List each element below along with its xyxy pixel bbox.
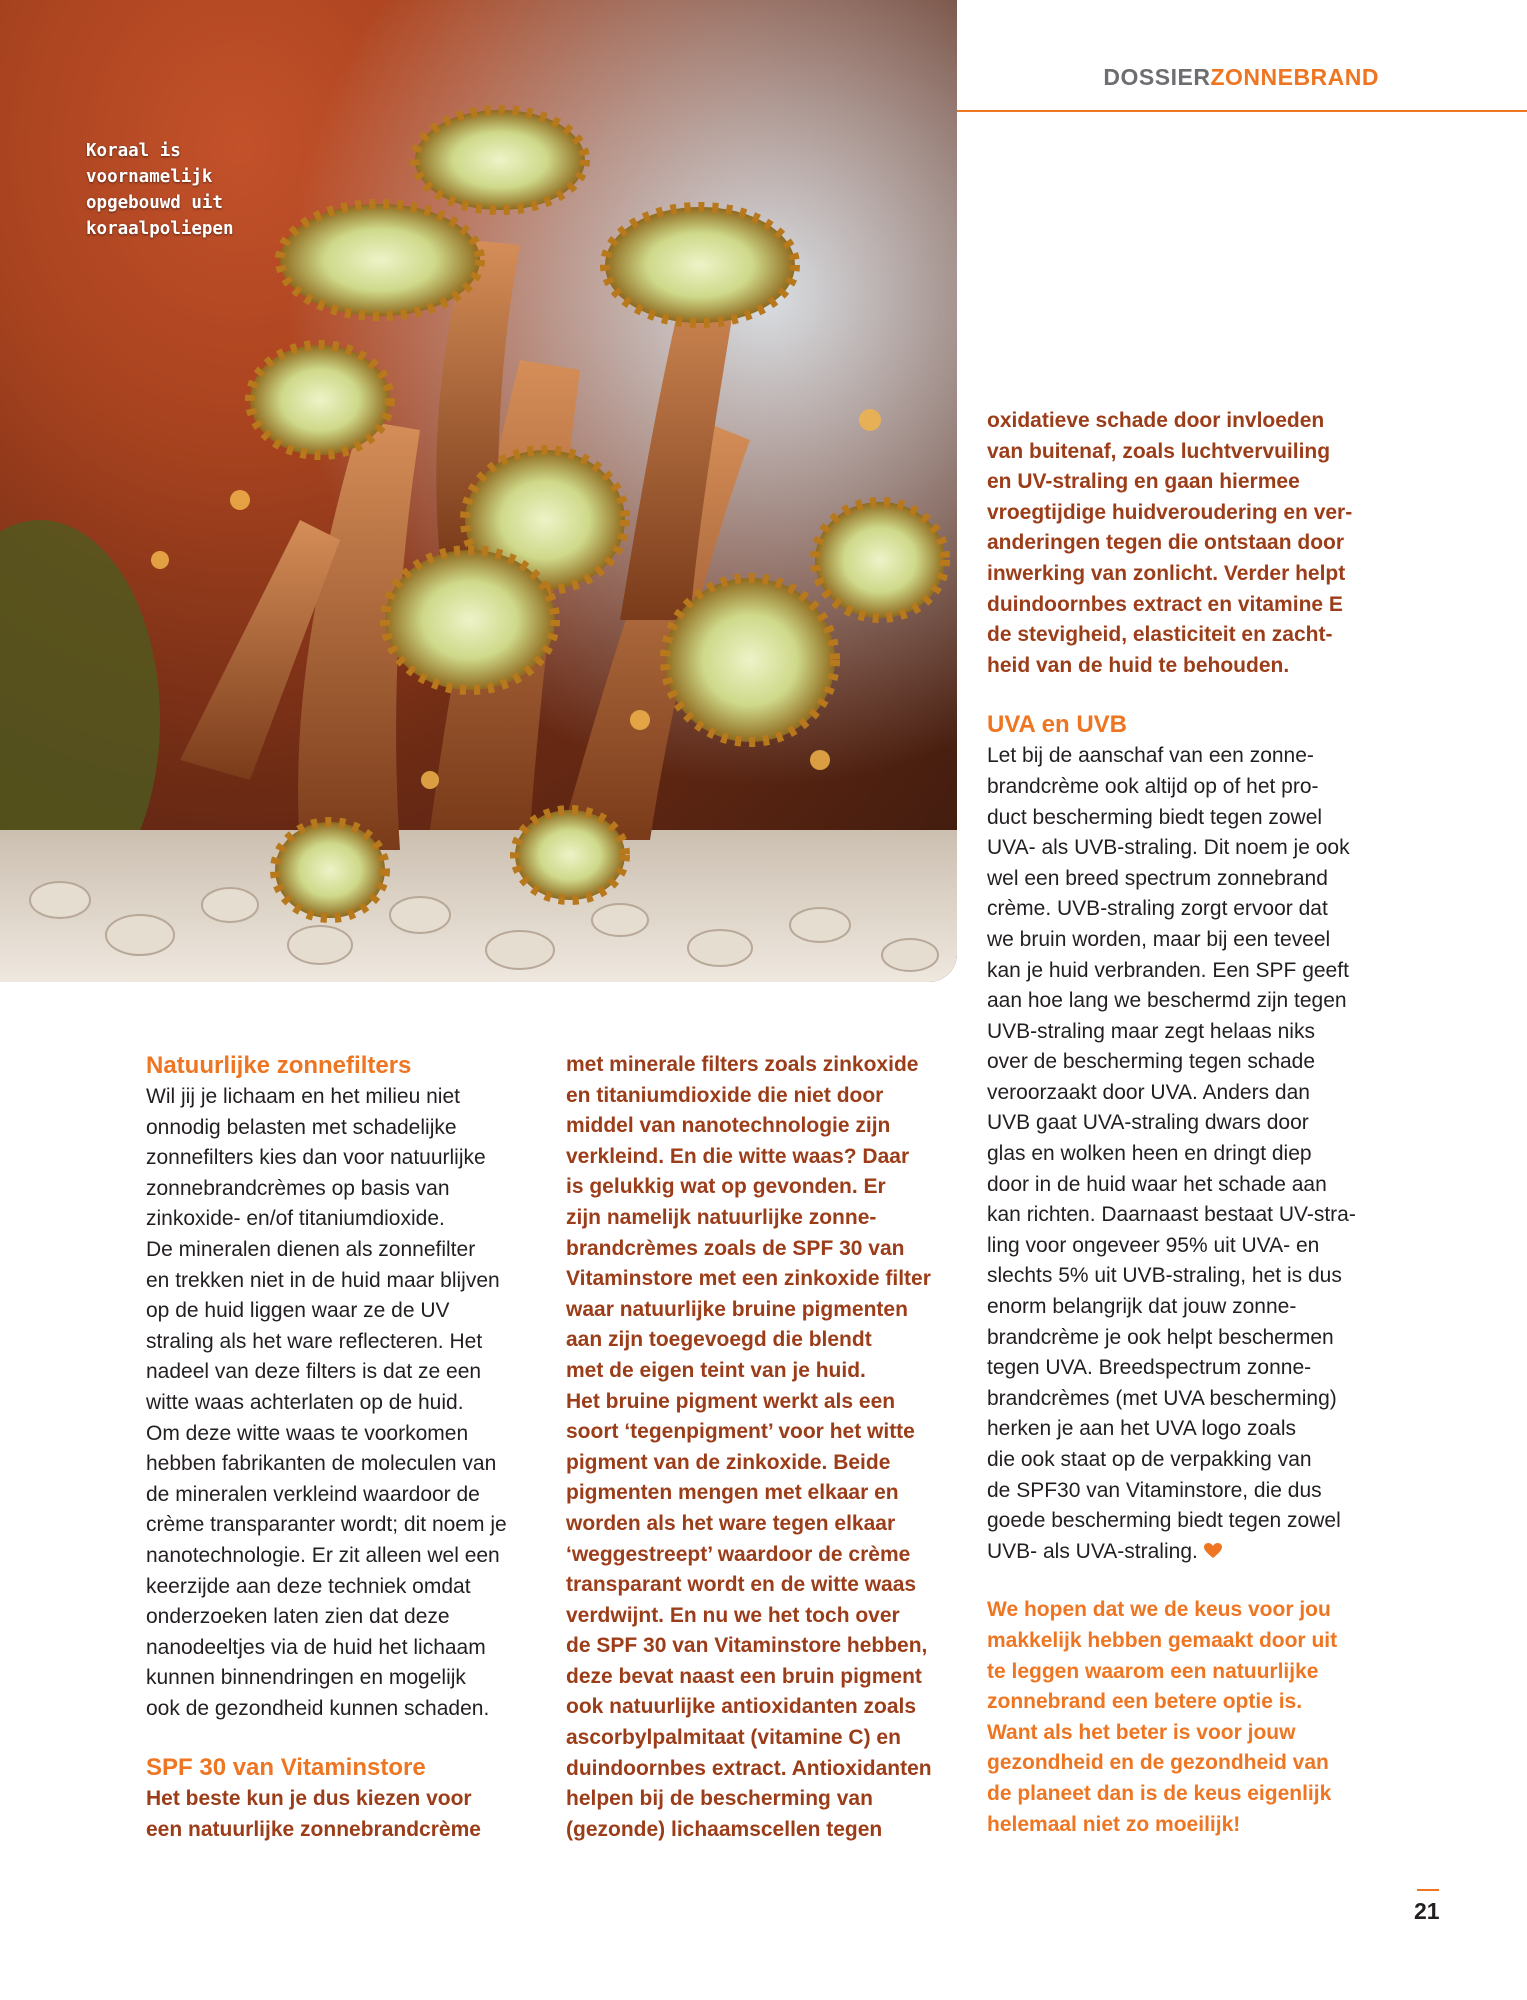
bold-text-line: en UV-straling en gaan hiermee (987, 470, 1300, 494)
bold-text-line: Vitaminstore met een zinkoxide filter (566, 1267, 931, 1291)
text-line: kan richten. Daarnaast bestaat UV-stra- (987, 1203, 1356, 1227)
text-line: Let bij de aanschaf van een zonne- (987, 744, 1314, 768)
text-line: kan je huid verbranden. Een SPF geeft (987, 958, 1349, 982)
bold-text-line: en titaniumdioxide die niet door (566, 1083, 884, 1107)
bold-text-line: de SPF 30 van Vitaminstore hebben, (566, 1634, 928, 1658)
page-number-rule (1417, 1889, 1439, 1891)
closing-line: zonnebrand een betere optie is. (987, 1690, 1303, 1714)
text-line: goede bescherming biedt tegen zowel (987, 1509, 1341, 1533)
text-line-last (987, 1537, 1387, 1568)
text-line: nanotechnologie. Er zit alleen wel een (146, 1543, 500, 1567)
text-line: brandcrème je ook helpt beschermen (987, 1325, 1334, 1349)
coral-photo (0, 0, 957, 982)
section-heading: SPF 30 van Vitaminstore (146, 1754, 426, 1782)
bold-text-line: transparant wordt en de witte waas (566, 1573, 917, 1597)
text-line: de SPF30 van Vitaminstore, die dus (987, 1478, 1322, 1502)
bold-text-line: Het bruine pigment werkt als een (566, 1389, 896, 1413)
section-label (1103, 64, 1379, 91)
text-line: UVB gaat UVA-straling dwars door (987, 1111, 1309, 1135)
bold-text-line: waar natuurlijke bruine pigmenten (566, 1297, 908, 1321)
bold-text-line: pigment van de zinkoxide. Beide (566, 1450, 891, 1474)
closing-line: makkelijk hebben gemaakt door uit (987, 1628, 1338, 1652)
caption-line: koraalpoliepen (86, 219, 234, 239)
closing-line: helemaal niet zo moeilijk! (987, 1812, 1241, 1836)
text-line: UVB-straling maar zegt helaas niks (987, 1019, 1315, 1043)
page-number: 21 (1414, 1898, 1440, 1924)
text-line: duct bescherming biedt tegen zowel (987, 805, 1323, 829)
bold-text-line: verdwijnt. En nu we het toch over (566, 1603, 900, 1627)
bold-text-line: zijn namelijk natuurlijke zonne- (566, 1205, 877, 1229)
bold-text-line: deze bevat naast een bruin pigment (566, 1664, 922, 1688)
text-line: brandcrème ook altijd op of het pro- (987, 774, 1319, 798)
closing-line: de planeet dan is de keus eigenlijk (987, 1781, 1332, 1805)
text-line: veroorzaakt door UVA. Anders dan (987, 1080, 1310, 1104)
bold-text-line: inwerking van zonlicht. Verder helpt (987, 561, 1346, 585)
bold-text-line: Het beste kun je dus kiezen voor (146, 1787, 472, 1811)
text-line: wel een breed spectrum zonnebrand (987, 866, 1328, 890)
bold-text-line: de stevigheid, elasticiteit en zacht- (987, 623, 1333, 647)
text-line: over de bescherming tegen schade (987, 1050, 1316, 1074)
photo-caption (86, 138, 266, 242)
bold-text-line: met minerale filters zoals zinkoxide (566, 1053, 919, 1076)
text-line: crème transparanter wordt; dit noem je (146, 1513, 507, 1537)
text-line: onnodig belasten met schadelijke (146, 1115, 457, 1139)
closing-line: Want als het beter is voor jouw (987, 1720, 1296, 1744)
bold-text-line: (gezonde) lichaamscellen tegen (566, 1817, 883, 1841)
text-line: ling voor ongeveer 95% uit UVA- en (987, 1233, 1320, 1257)
text-line: UVB- als UVA-straling. (987, 1539, 1198, 1563)
text-line: de mineralen verkleind waardoor de (146, 1482, 480, 1506)
text-line: nadeel van deze filters is dat ze een (146, 1360, 482, 1384)
section-heading: Natuurlijke zonnefilters (146, 1052, 412, 1079)
text-line: aan hoe lang we beschermd zijn tegen (987, 989, 1347, 1013)
text-line: en trekken niet in de huid maar blijven (146, 1268, 500, 1292)
text-line: herken je aan het UVA logo zoals (987, 1417, 1296, 1441)
bold-text-line: aan zijn toegevoegd die blendt (566, 1328, 872, 1352)
text-line: nanodeeltjes via de huid het lichaam (146, 1635, 486, 1659)
bold-text-line: duindoornbes extract en vitamine E (987, 592, 1343, 616)
article-column-1 (146, 1050, 546, 1846)
text-line: op de huid liggen waar ze de UV (146, 1299, 450, 1323)
heart-icon (1204, 1543, 1222, 1559)
closing-line: te leggen waarom een natuurlijke (987, 1659, 1319, 1683)
bold-text-line: ascorbylpalmitaat (vitamine C) en (566, 1726, 901, 1750)
bold-text-line: middel van nanotechnologie zijn (566, 1114, 891, 1138)
bold-text-line: worden als het ware tegen elkaar (566, 1511, 896, 1535)
text-line: glas en wolken heen en dringt diep (987, 1142, 1312, 1166)
text-line: enorm belangrijk dat jouw zonne- (987, 1295, 1297, 1319)
bold-text-line: soort ‘tegenpigment’ voor het witte (566, 1420, 915, 1444)
article-column-2 (566, 1050, 966, 1845)
text-line: zonnefilters kies dan voor natuurlijke (146, 1146, 486, 1170)
bold-text-line: heid van de huid te behouden. (987, 653, 1290, 677)
text-line: zinkoxide- en/of titaniumdioxide. (146, 1207, 445, 1231)
text-line: kunnen binnendringen en mogelijk (146, 1666, 466, 1690)
text-line: hebben fabrikanten de moleculen van (146, 1452, 497, 1476)
text-line: tegen UVA. Breedspectrum zonne- (987, 1356, 1312, 1380)
bold-text-line: met de eigen teint van je huid. (566, 1358, 866, 1382)
closing-line: gezondheid en de gezondheid van (987, 1751, 1329, 1775)
text-line: brandcrèmes (met UVA bescherming) (987, 1386, 1337, 1410)
caption-line: voornamelijk (86, 167, 213, 187)
text-line: onderzoeken laten zien dat deze (146, 1605, 450, 1629)
text-line: door in de huid waar het schade aan (987, 1172, 1327, 1196)
caption-line: Koraal is (86, 141, 181, 161)
bold-text-line: oxidatieve schade door invloeden (987, 409, 1325, 432)
text-line: UVA- als UVB-straling. Dit noem je ook (987, 836, 1350, 860)
bold-text-line: pigmenten mengen met elkaar en (566, 1481, 899, 1505)
text-line: Om deze witte waas te voorkomen (146, 1421, 469, 1445)
text-line: we bruin worden, maar bij een teveel (987, 927, 1331, 951)
bold-text-line: een natuurlijke zonnebrandcrème (146, 1818, 481, 1842)
bold-text-line: anderingen tegen die ontstaan door (987, 531, 1345, 555)
bold-text-line: is gelukkig wat op gevonden. Er (566, 1175, 886, 1199)
bold-text-line: brandcrèmes zoals de SPF 30 van (566, 1236, 905, 1260)
text-line: De mineralen dienen als zonnefilter (146, 1237, 476, 1261)
text-line: keerzijde aan deze techniek omdat (146, 1574, 471, 1598)
text-line: ook de gezondheid kunnen schaden. (146, 1696, 490, 1720)
header-divider (957, 110, 1527, 112)
caption-line: opgebouwd uit (86, 193, 223, 213)
bold-text-line: duindoornbes extract. Antioxidanten (566, 1756, 932, 1780)
bold-text-line: van buitenaf, zoals luchtvervuiling (987, 439, 1331, 463)
bold-text-line: verkleind. En die witte waas? Daar (566, 1144, 910, 1168)
text-line: crème. UVB-straling zorgt ervoor dat (987, 897, 1328, 921)
section-label-part1: DOSSIER (1103, 64, 1211, 90)
text-line: witte waas achterlaten op de huid. (146, 1390, 464, 1414)
closing-line: We hopen dat we de keus voor jou (987, 1598, 1331, 1622)
bold-text-line: vroegtijdige huidveroudering en ver- (987, 500, 1353, 524)
bold-text-line: ‘weggestreept’ waardoor de crème (566, 1542, 911, 1566)
section-heading: UVA en UVB (987, 711, 1128, 739)
article-column-3 (987, 406, 1387, 1840)
text-line: die ook staat op de verpakking van (987, 1448, 1312, 1471)
text-line: straling als het ware reflecteren. Het (146, 1329, 483, 1353)
text-line: zonnebrandcrèmes op basis van (146, 1176, 450, 1200)
text-line: slechts 5% uit UVB-straling, het is dus (987, 1264, 1342, 1288)
bold-text-line: helpen bij de bescherming van (566, 1787, 873, 1811)
section-label-part2: ZONNEBRAND (1210, 64, 1379, 90)
bold-text-line: ook natuurlijke antioxidanten zoals (566, 1695, 917, 1719)
text-line: Wil jij je lichaam en het milieu niet (146, 1085, 460, 1108)
